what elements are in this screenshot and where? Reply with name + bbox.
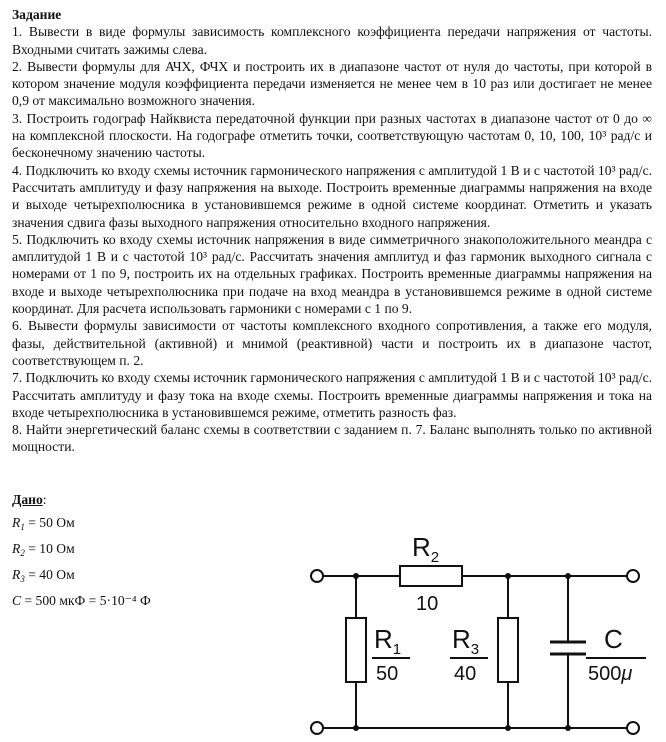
r1-label: $R_1$: [374, 624, 402, 658]
task-item-6: 6. Вывести формулы зависимости от частоты комплексного входного сопротивления, а также его модуля, фазы, действительной (активной) и мнимой (реактивной) части и построить их в диапазоне частот, соответствующем п. 2.: [12, 318, 652, 368]
terminal-in-bottom: [311, 722, 323, 734]
task-document: [12, 6, 652, 456]
junction-r3-top: [505, 573, 511, 579]
circuit-diagram: [300, 520, 666, 742]
r2-value: 10: [416, 593, 439, 615]
task-item-5: 5. Подключить ко входу схемы источник напряжения в виде симметричного знакоположительного меандра с амплитудой 1 В и с частотой 10³ рад/с. Рассчитать значения амплитуд и фаз гармоник выходного сигнала с номерами от 1 по 9, построить их на отдельных графиках. Построить временные диаграммы напряжения на входе и выходе четырехполюсника при подаче на вход меандра в установившемся режиме в одной системе координат. Для расчета использовать гармоники с номерами с 1 по 9.: [12, 231, 652, 317]
resistor-r3: [498, 618, 518, 682]
task-item-4: 4. Подключить ко входу схемы источник гармонического напряжения с амплитудой 1 В и с частотой 10³ рад/с. Рассчитать амплитуду и фазу напряжения на выходе. Построить временные диаграммы напряжения на входе и выходе четырехполюсника в установившемся режиме в одной системе координат. Отметить и указать значения сдвига фазы выходного напряжения относительно входного напряжения.: [12, 162, 652, 230]
given-title: Дано:: [12, 492, 47, 507]
junction-r1-top: [353, 573, 359, 579]
given-row-r3: $R_3 = 40$ Ом: [12, 567, 75, 584]
r1-value: 50: [376, 663, 399, 685]
r3-label: $R_3$: [452, 624, 480, 658]
c-label: C: [604, 624, 623, 654]
resistor-r1: [346, 618, 366, 682]
r2-label: $R_2$: [412, 532, 440, 566]
given-row-r2: $R_2 = 10$ Ом: [12, 541, 75, 558]
junction-r3-bottom: [505, 725, 511, 731]
terminal-in-top: [311, 570, 323, 582]
junction-r1-bottom: [353, 725, 359, 731]
given-row-c: C = 500 мкФ = 5·10⁻⁴ Ф: [12, 593, 151, 608]
task-title: Задание: [12, 7, 62, 22]
junction-c-top: [565, 573, 571, 579]
terminal-out-top: [627, 570, 639, 582]
task-item-1: 1. Вывести в виде формулы зависимость комплексного коэффициента передачи напряжения от частоты. Входными считать зажимы слева.: [12, 24, 652, 57]
given-values: [12, 512, 151, 616]
task-item-3: 3. Построить годограф Найквиста передаточной функции при разных частотах в диапазоне частот от 0 до ∞ на комплексной плоскости. На годографе отметить точки, соответствующую частотам 0, 10, 100, 10³ рад/с и бесконечному значению частоты.: [12, 110, 652, 161]
r3-value: 40: [454, 663, 477, 685]
given-row-r1: $R_1 = 50$ Ом: [12, 515, 75, 532]
c-value: 500μ: [588, 663, 633, 685]
resistor-r2: [400, 566, 462, 586]
junction-c-bottom: [565, 725, 571, 731]
task-item-7: 7. Подключить ко входу схемы источник гармонического напряжения с амплитудой 1 В и с частотой 10³ рад/с. Рассчитать амплитуду и фазу тока на входе схемы. Построить временные диаграммы напряжения и тока на входе четырехполюсника в установившемся режиме, отметить разность фаз.: [12, 370, 652, 420]
task-item-8: 8. Найти энергетический баланс схемы в соответствии с заданием п. 7. Баланс выполнять только по активной мощности.: [12, 422, 652, 455]
terminal-out-bottom: [627, 722, 639, 734]
task-item-2: 2. Вывести формулы для АЧХ, ФЧХ и построить их в диапазоне частот от нуля до частоты, при которой в котором значение модуля коэффициента передачи изменяется не менее чем в 10 раз или достигает не менее 0,9 от максимально возможного значения.: [12, 58, 652, 109]
